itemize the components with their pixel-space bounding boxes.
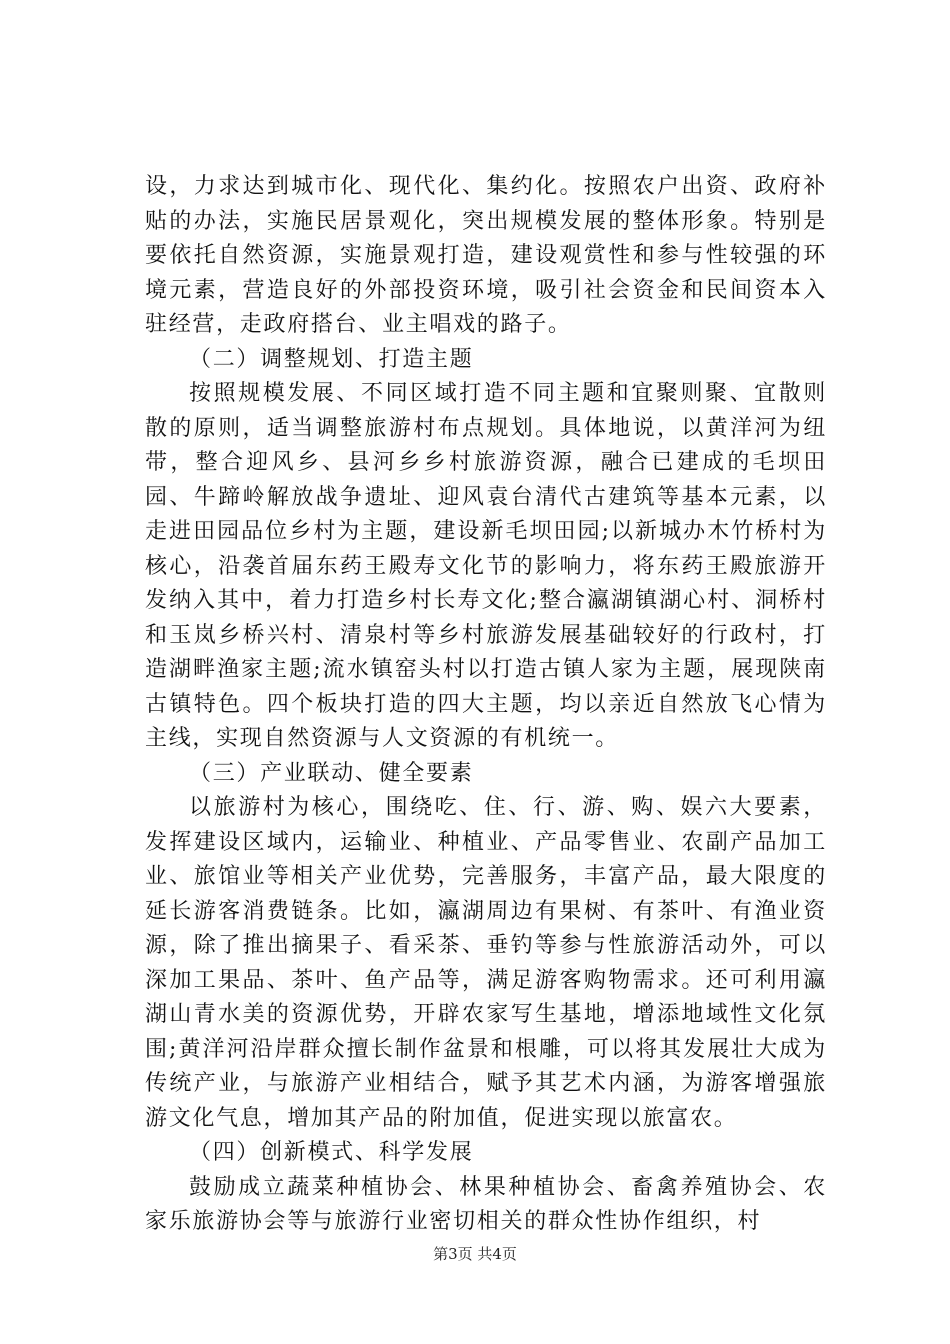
section-heading-4: （四）创新模式、科学发展 <box>189 1140 474 1165</box>
paragraph-industry: 以旅游村为核心，围绕吃、住、行、游、购、娱六大要素，发挥建设区域内，运输业、种植业、产品零售业、农副产品加工业、旅馆业等相关产业优势，完善服务，丰富产品，最大限度的延长游客消费链条。比如，瀛湖周边有果树、有茶叶、有渔业资源，除了推出摘果子、看采茶、垂钓等参与性旅游活动外，可以深加工果品、茶叶、鱼产品等，满足游客购物需求。还可利用瀛湖山青水美的资源优势，开辟农家写生基地，增添地域性文化氛围;黄洋河沿岸群众擅长制作盆景和根雕，可以将其发展壮大成为传统产业，与旅游产业相结合，赋予其艺术内涵，为游客增强旅游文化气息，增加其产品的附加值，促进实现以旅富农。 <box>145 795 827 1131</box>
paragraph-continuation: 设，力求达到城市化、现代化、集约化。按照农户出资、政府补贴的办法，实施民居景观化，突出规模发展的整体形象。特别是要依托自然资源，实施景观打造，建设观赏性和参与性较强的环境元素，营造良好的外部投资环境，吸引社会资金和民间资本入驻经营，走政府搭台、业主唱戏的路子。 <box>145 174 827 337</box>
paragraph-planning: 按照规模发展、不同区域打造不同主题和宜聚则聚、宜散则散的原则，适当调整旅游村布点规划。具体地说，以黄洋河为纽带，整合迎风乡、县河乡乡村旅游资源，融合已建成的毛坝田园、牛蹄岭解放战争遗址、迎风袁台清代古建筑等基本元素，以走进田园品位乡村为主题，建设新毛坝田园;以新城办木竹桥村为核心，沿袭首届东药王殿寿文化节的影响力，将东药王殿旅游开发纳入其中，着力打造乡村长寿文化;整合瀛湖镇湖心村、洞桥村和玉岚乡桥兴村、清泉村等乡村旅游发展基础较好的行政村，打造湖畔渔家主题;流水镇窑头村以打造古镇人家为主题，展现陕南古镇特色。四个板块打造的四大主题，均以亲近自然放飞心情为主线，实现自然资源与人文资源的有机统一。 <box>145 381 827 751</box>
section-heading-2: （二）调整规划、打造主题 <box>189 346 474 372</box>
document-body <box>145 170 827 1240</box>
section-heading-3: （三）产业联动、健全要素 <box>189 760 474 786</box>
page-footer <box>0 1243 950 1264</box>
page-number-label: 第3页 共4页 <box>433 1245 517 1263</box>
paragraph-innovation: 鼓励成立蔬菜种植协会、林果种植协会、畜禽养殖协会、农家乐旅游协会等与旅游行业密切相关的群众性协作组织，村 <box>145 1174 827 1234</box>
